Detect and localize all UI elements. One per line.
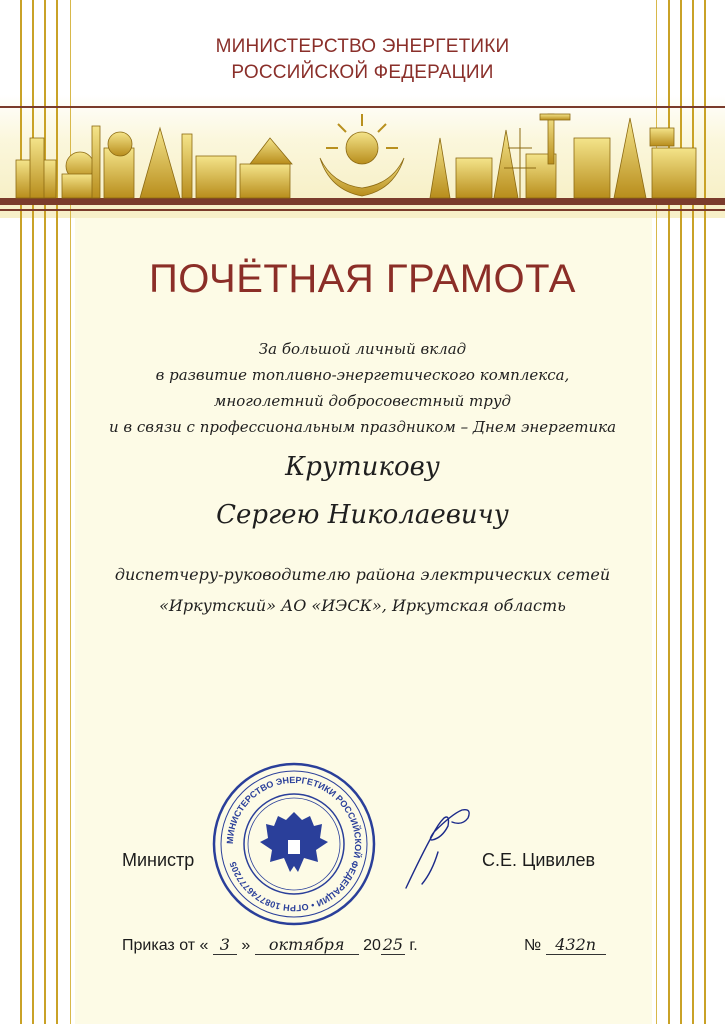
- order-month: октября: [255, 935, 359, 955]
- order-number-label: №: [524, 937, 542, 954]
- ministry-line-1: МИНИСТЕРСТВО ЭНЕРГЕТИКИ: [215, 36, 510, 57]
- order-day: 3: [213, 935, 237, 955]
- handwritten-signature: [392, 792, 492, 892]
- energy-industry-illustration: [0, 108, 725, 198]
- order-number: 432п: [546, 935, 606, 955]
- reason-line: За большой личный вклад: [258, 340, 467, 358]
- reason-line: и в связи с профессиональным праздником – Днем энергетика: [108, 418, 617, 436]
- header-band-thin: [0, 209, 725, 211]
- order-year-end: г.: [409, 937, 418, 954]
- recipient-surname: Крутикову: [285, 452, 440, 482]
- order-number-line: [524, 935, 606, 955]
- certificate-title: ПОЧЁТНАЯ ГРАМОТА: [149, 257, 576, 301]
- order-year-suffix: 25: [382, 935, 404, 954]
- order-prefix: Приказ от «: [122, 937, 209, 954]
- official-seal: [210, 760, 378, 928]
- position-line: диспетчеру-руководителю района электрических сетей: [114, 565, 611, 584]
- order-quote-close: »: [241, 937, 251, 954]
- recipient-name: Сергею Николаевичу: [216, 500, 509, 530]
- ministry-line-2: РОССИЙСКОЙ ФЕДЕРАЦИИ: [231, 62, 494, 83]
- reason-line: многолетний добросовестный труд: [213, 392, 512, 410]
- position-line: «Иркутский» АО «ИЭСК», Иркутская область: [159, 596, 566, 615]
- signatory-role: Министр: [122, 850, 195, 870]
- order-year-prefix: 20: [363, 937, 381, 954]
- reason-line: в развитие топливно-энергетического комплекса,: [155, 366, 570, 384]
- header-band-bottom: [0, 198, 725, 205]
- seal-text: МИНИСТЕРСТВО ЭНЕРГЕТИКИ РОССИЙСКОЙ ФЕДЕРАЦИИ • ОГРН 1087746777205: [224, 774, 364, 914]
- order-line: [122, 935, 418, 955]
- signatory-name: С.Е. Цивилев: [482, 850, 596, 870]
